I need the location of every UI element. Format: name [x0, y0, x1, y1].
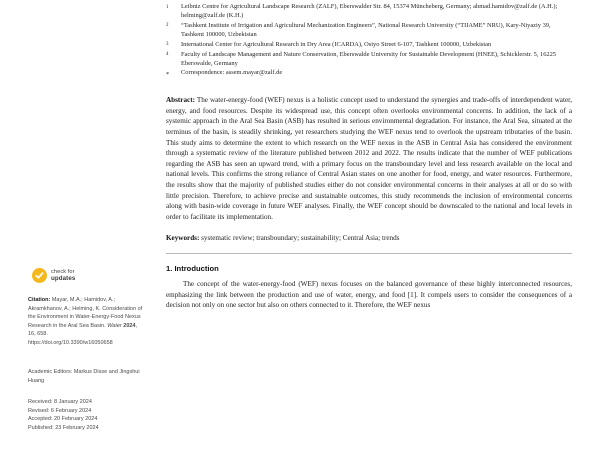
citation-year: 2024 [123, 322, 136, 329]
date-received: Received: 8 January 2024 [28, 399, 92, 405]
affiliation-marker: 4 [166, 52, 169, 58]
keywords-text: systematic review; transboundary; sustainability; Central Asia; trends [201, 234, 400, 243]
correspondence-item [166, 68, 572, 79]
affiliation-marker: 3 [166, 42, 169, 48]
academic-editors-block [28, 368, 144, 385]
affiliation-text: Leibniz Centre for Agricultural Landscape Research (ZALF), Eberswalder Str. 84, 15374 Müncheberg, Germany; ahmad.hamidov@zalf.de (A.H.); helming@zalf.de (K.H.) [181, 3, 558, 20]
affiliation-item [166, 40, 572, 50]
citation-block [28, 296, 144, 348]
citation-journal: Water [107, 322, 122, 329]
article-dates-block [28, 398, 144, 432]
correspondence-marker: * [166, 70, 170, 78]
affiliation-text: Faculty of Landscape Management and Nature Conservation, Eberswalde University for Sustainable Development (HNEE), Schicklerstr. 5, 16225 Eberswalde, Germany [181, 50, 556, 67]
article-main-column [166, 0, 572, 311]
date-revised: Revised: 6 February 2024 [28, 407, 92, 414]
abstract-section [166, 95, 572, 222]
check-for-updates-badge[interactable] [32, 268, 75, 283]
check-circle-icon [32, 268, 47, 283]
affiliation-text: International Center for Agricultural Research in Dry Area (ICARDA), Osiyo Street 6-107, Tashkent 100000, Uzbekistan [181, 40, 492, 48]
keywords-label: Keywords: [166, 234, 200, 243]
affiliations-list [166, 2, 572, 79]
correspondence-text: Correspondence: assem.mayar@zalf.de [181, 69, 283, 77]
affiliation-marker: 2 [166, 23, 169, 29]
abstract-text: The water-energy-food (WEF) nexus is a holistic concept used to understand the synergies and trade-offs of interdependent water, energy, and food resources. Despite its widespread use, this concept often overlooks environmental concerns. In addition, the lack of a systemic approach in the Aral Sea Basin (ASB) has resulted in serious environmental degradation. For instance, the Aral Sea, situated at the terminus of the basin, is steadily shrinking, yet researchers studying the WEF nexus tend to overlook the upstream tributaries of the basin. This study aims to determine the extent to which research on the WEF nexus in the ASB in Central Asia has considered the environment through a systematic review of the literature published between 2012 and 2022. The results indicate that the number of WEF publications regarding the ASB has seen an upward trend, with a primary focus on the transboundary level and less research available on the local and national levels. This confirms the strong reliance of Central Asian states on one another for food, energy, and water resources. Furthermore, the results show that the majority of published studies either do not consider environmental concerns in their analyses at all or do so with little precision. Therefore, to achieve precise and sustainable outcomes, this study recommends the inclusion of environmental concerns along with basin-wide coverage in future WEF analyses. Finally, the WEF concept should be downscaled to the national and local levels in order to facilitate its implementation. [166, 96, 573, 221]
academic-editors-label: Academic Editors: [28, 369, 73, 375]
citation-authors: Mayar, M.A.; Hamidov, A.; Akramkhanov, A.; Helming, K. [28, 297, 116, 312]
affiliation-marker: 1 [166, 4, 169, 10]
introduction-heading: 1. Introduction [166, 263, 219, 273]
section-divider [166, 253, 572, 254]
affiliation-text: “Tashkent Institute of Irrigation and Agricultural Mechanization Engineers”, National Research University (“TIIAME” NRU), Kary-Niyaziy 39, Tashkent 100000, Uzbekistan [181, 21, 551, 39]
citation-doi-link[interactable]: https://doi.org/10.3390/w16050658 [28, 339, 113, 346]
introduction-paragraph: The concept of the water-energy-food (WEF) nexus focuses on the balanced governance of these highly interconnected resources, emphasizing the link between the production and use of water, energy, and food [1]. It compels users to consider the consequences of a decision not only on one sector but also on others connected to it. Therefore, the WEF nexus [166, 279, 572, 310]
badge-label [51, 269, 75, 282]
keywords-section [166, 233, 572, 244]
date-accepted: Accepted: 20 February 2024 [28, 416, 98, 423]
badge-line-1: check for [51, 269, 75, 276]
affiliation-item [166, 21, 572, 40]
citation-title: Consideration of the Environment in Water-Energy-Food Nexus Research in the Aral Sea Basin. [28, 305, 143, 329]
date-published: Published: 23 February 2024 [28, 424, 99, 431]
citation-volume-pages: , 16, 658. [28, 322, 138, 338]
academic-editors-names: Markus Disse and Jingshui Huang [28, 369, 140, 384]
citation-label: Citation: [28, 297, 51, 303]
abstract-label: Abstract: [166, 96, 195, 105]
affiliation-item [166, 2, 572, 21]
affiliation-item [166, 50, 572, 69]
badge-line-2: updates [51, 274, 76, 282]
article-sidebar [28, 0, 146, 450]
